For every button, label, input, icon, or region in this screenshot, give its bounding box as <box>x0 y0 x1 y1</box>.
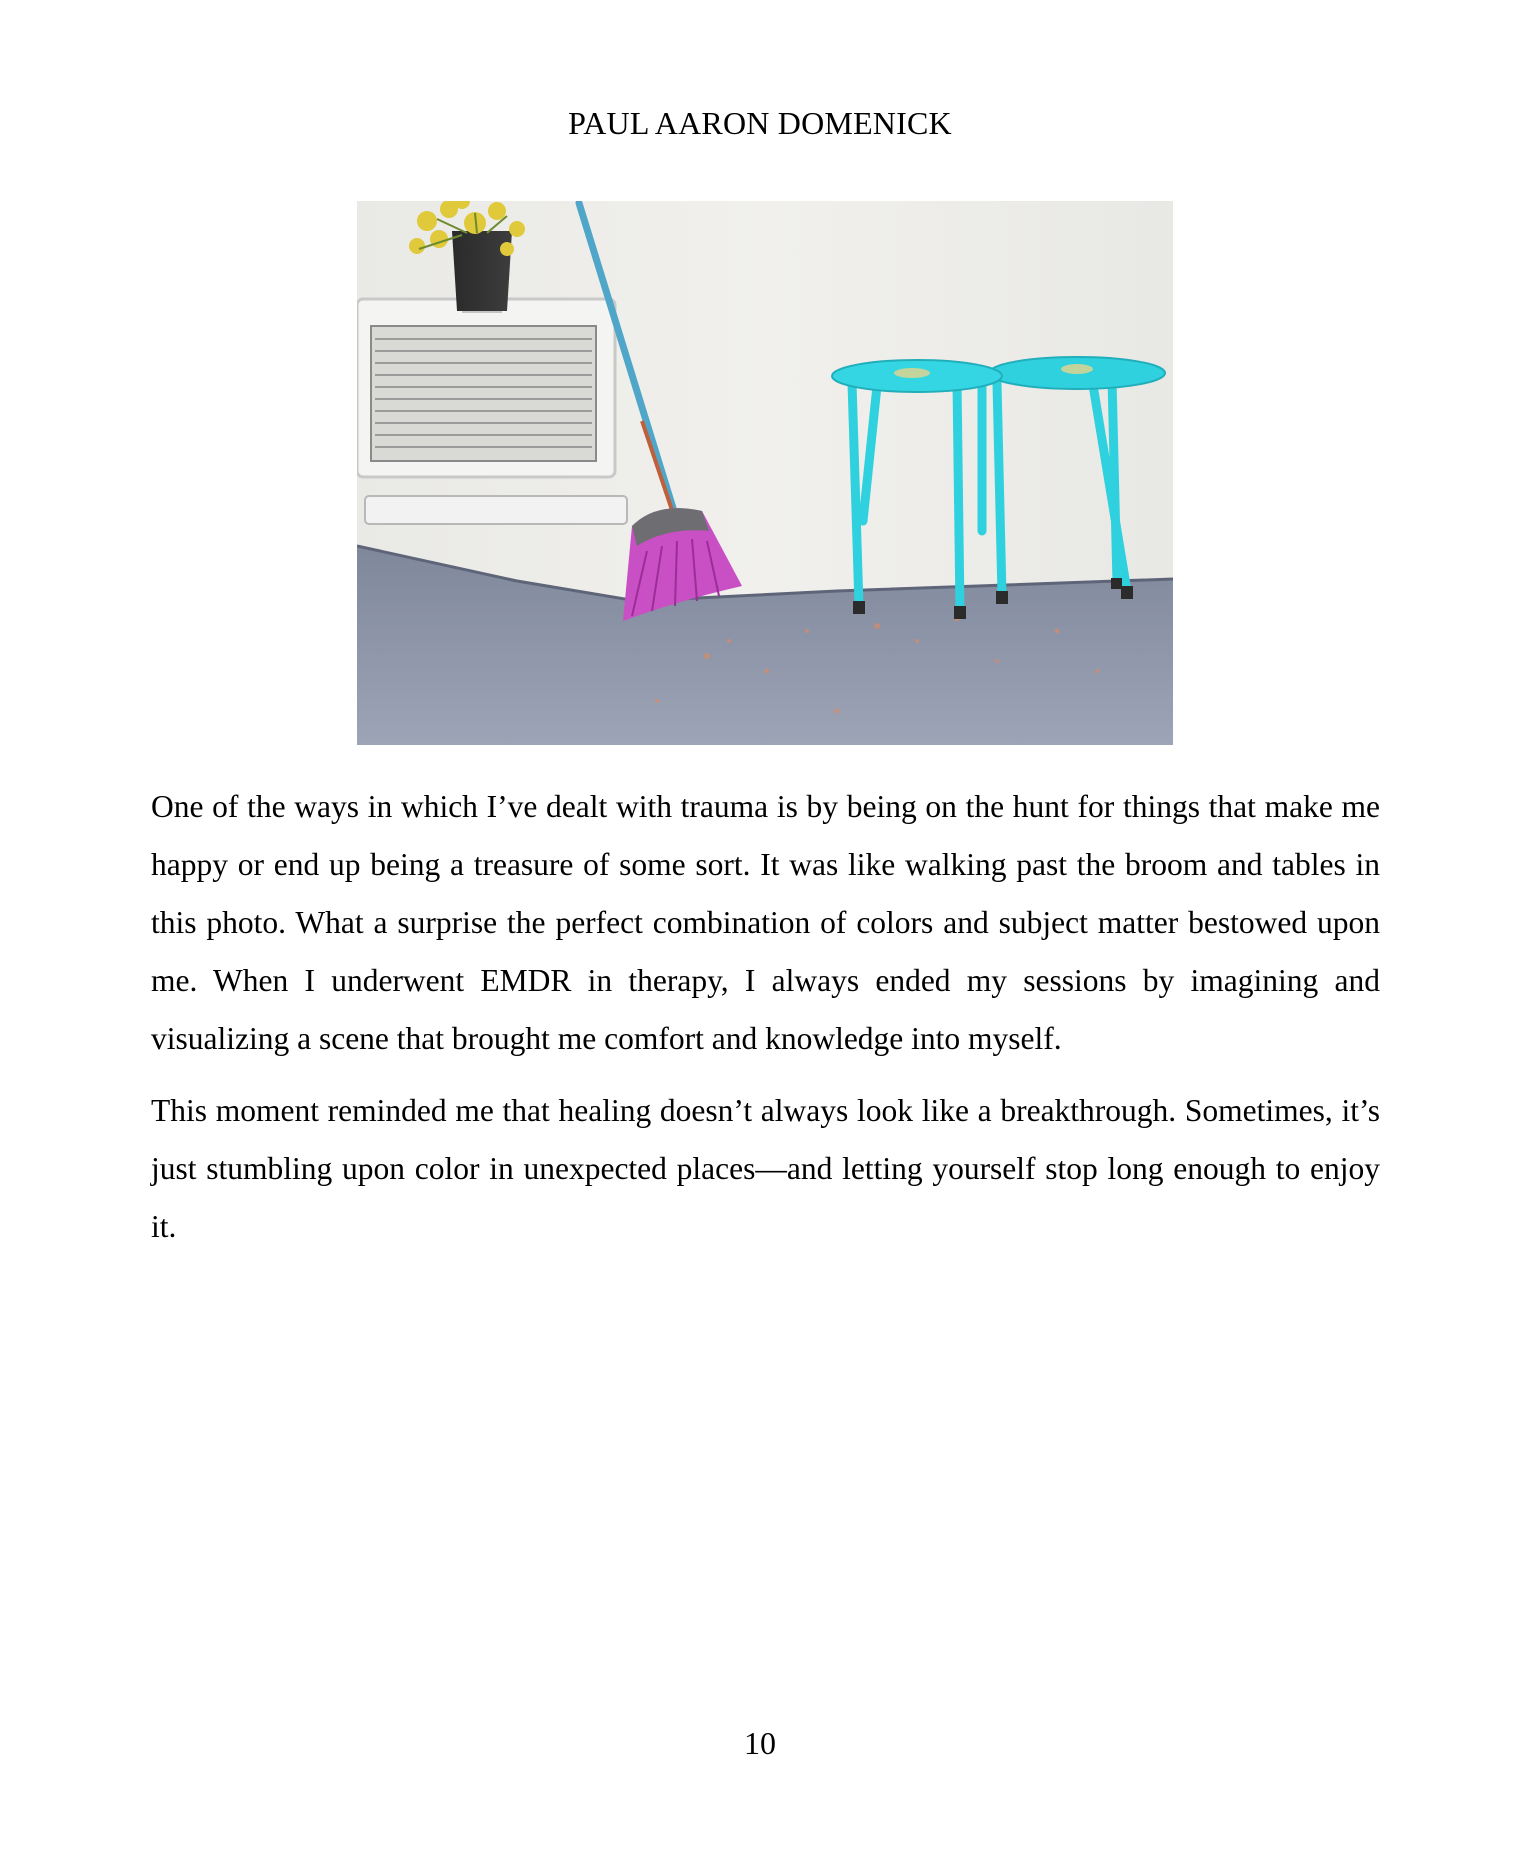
photo-broom-and-stools <box>357 201 1173 745</box>
paragraph-1: One of the ways in which I’ve dealt with trauma is by being on the hunt for things that make me happy or end up being a treasure of some sort. It was like walking past the broom and tables in this photo. What a surprise the perfect combination of colors and subject matter bestowed upon me. When I underwent EMDR in therapy, I always ended my sessions by imagining and visualizing a scene that brought me comfort and knowledge into myself. <box>151 789 1380 1056</box>
paragraph-2: This moment reminded me that healing doesn’t always look like a breakthrough. Sometimes, it’s just stumbling upon color in unexpected places—and letting yourself stop long enough to enjoy it. <box>151 1093 1380 1244</box>
page-number: 10 <box>744 1725 776 1761</box>
running-head-author: PAUL AARON DOMENICK <box>568 105 952 141</box>
body-text <box>151 778 1380 1270</box>
